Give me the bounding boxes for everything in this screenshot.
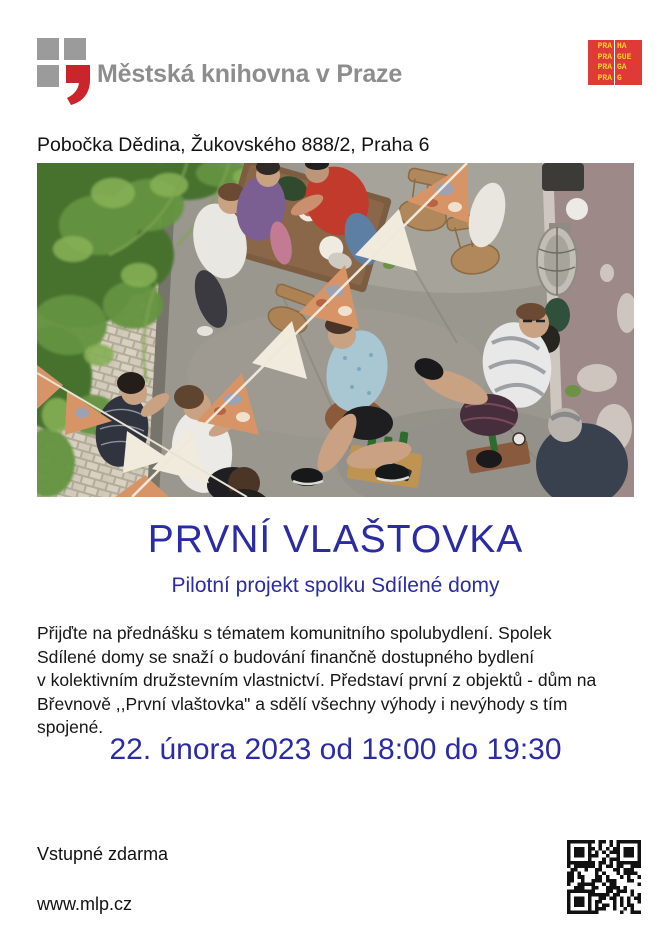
description-line: Břevnově ,,První vlaštovka" a sdělí všechny výhody i nevýhody s tím	[37, 693, 568, 714]
prague-logo-left-column: PRA PRA PRA PRA	[588, 40, 615, 85]
logo-square	[64, 38, 86, 60]
admission-note: Vstupné zdarma	[37, 844, 169, 864]
website-url: www.mlp.cz	[37, 894, 133, 914]
event-title: PRVNÍ VLAŠTOVKA	[147, 518, 524, 561]
description-line: Přijďte na přednášku s tématem komunitního spolubydlení. Spolek	[37, 623, 552, 643]
library-logo	[37, 38, 91, 104]
branch-address: Pobočka Dědina, Žukovského 888/2, Praha 6	[37, 134, 430, 156]
description-line: spojené.	[37, 717, 104, 737]
prague-logo	[588, 40, 642, 85]
comma-icon	[64, 65, 90, 105]
prague-logo-right-column: HA GUE GA G	[617, 42, 632, 83]
qr-code	[567, 840, 641, 914]
description-line: v kolektivním družstevním vlastnictví. Představí první z objektů - dům na	[37, 670, 597, 690]
library-name: Městská knihovna v Praze	[97, 60, 403, 88]
event-photo	[37, 163, 634, 497]
logo-square	[37, 65, 59, 87]
description-line: Sdílené domy se snaží o budování finančně dostupného bydlení	[37, 646, 535, 667]
event-description	[37, 622, 657, 740]
event-subtitle: Pilotní projekt spolku Sdílené domy	[171, 574, 500, 597]
logo-square	[37, 38, 59, 60]
event-datetime: 22. února 2023 od 18:00 do 19:30	[109, 733, 562, 766]
